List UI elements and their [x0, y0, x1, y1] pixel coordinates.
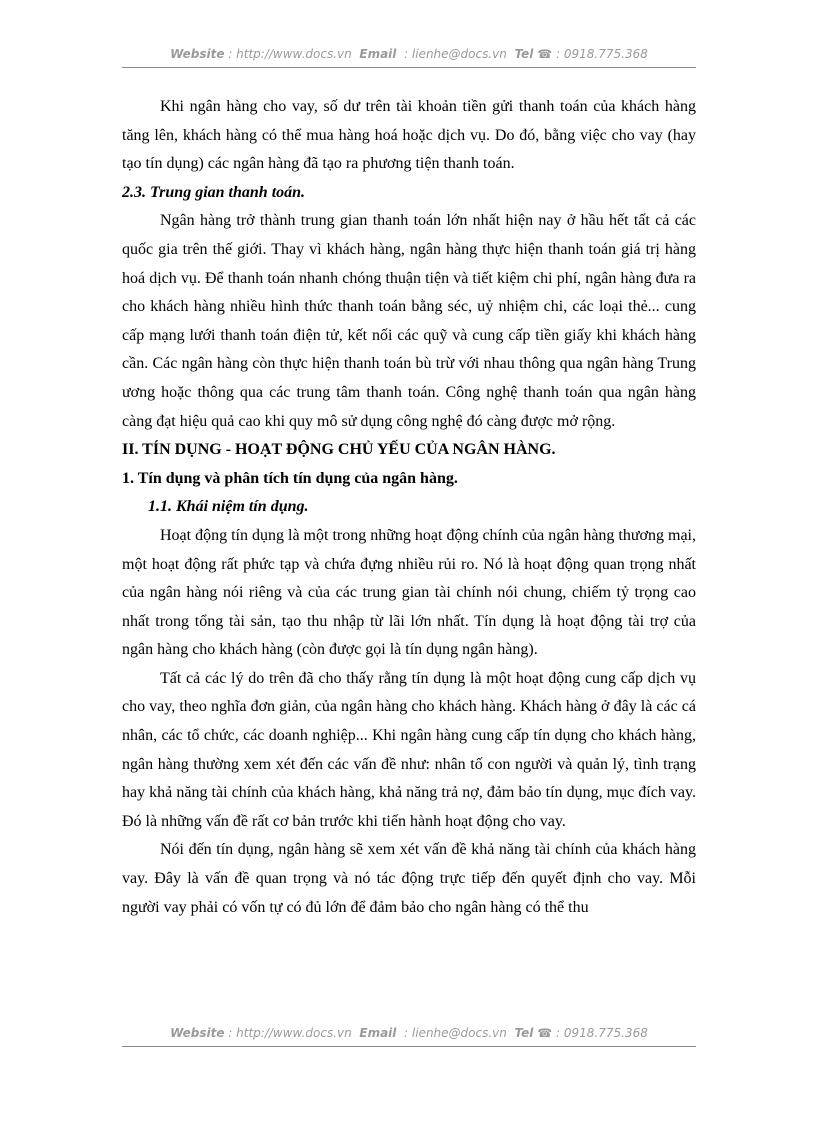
paragraph-credit-reasons: Tất cả các lý do trên đã cho thấy rằng tín dụng là một hoạt động cung cấp dịch vụ cho vay, theo nghĩa đơn giản, của ngân hàng cho khách hàng. Khách hàng ở đây là các cá nhân, các tổ chức, các doanh nghiệp... Khi ngân hàng cung cấp tín dụng cho khách hàng, ngân hàng thường xem xét đến các vấn đề như: nhân tố con người và quản lý, tình trạng hay khả năng tài chính của khách hàng, khả năng trả nợ, đảm bảo tín dụng, mục đích vay. Đó là những vấn đề rất cơ bản trước khi tiến hành hoạt động cho vay. [122, 669, 696, 830]
footer-website-label: Website [170, 1026, 225, 1040]
paragraph-payment-intermediary: Ngân hàng trở thành trung gian thanh toán lớn nhất hiện nay ở hầu hết tất cả các quốc gia trên thế giới. Thay vì khách hàng, ngân hàng thực hiện thanh toán giá trị hàng hoá dịch vụ. Để thanh toán nhanh chóng thuận tiện và tiết kiệm chi phí, ngân hàng đưa ra cho khách hàng nhiều hình thức thanh toán bằng séc, uỷ nhiệm chi, các loại thẻ... cung cấp mạng lưới thanh toán điện tử, kết nối các quỹ và cung cấp tiền giấy khi khách hàng cần. Các ngân hàng còn thực hiện thanh toán bù trừ với nhau thông qua ngân hàng Trung ương hoặc thông qua các trung tâm thanh toán. Công nghệ thanh toán qua ngân hàng càng đạt hiệu quả cao khi quy mô sử dụng công nghệ đó càng được mở rộng. [122, 212, 696, 430]
footer-tel-label: Tel [514, 1026, 534, 1040]
header-email-value: : lienhe@docs.vn [404, 47, 507, 61]
footer-website-value: : http://www.docs.vn [228, 1026, 352, 1040]
footer-tel-value: : 0918.775.368 [556, 1026, 648, 1040]
page-footer [122, 1026, 696, 1047]
header-website-value: : http://www.docs.vn [228, 47, 352, 61]
header-tel-value: : 0918.775.368 [556, 47, 648, 61]
document-body [122, 93, 696, 922]
phone-icon: ☎ [537, 1026, 553, 1040]
paragraph-loan-deposit: Khi ngân hàng cho vay, số dư trên tài khoản tiền gửi thanh toán của khách hàng tăng lên, khách hàng có thể mua hàng hoá hoặc dịch vụ. Do đó, bằng việc cho vay (hay tạo tín dụng) các ngân hàng đã tạo ra phương tiện thanh toán. [122, 98, 696, 173]
footer-email-label: Email [359, 1026, 397, 1040]
paragraph-credit-concept: Hoạt động tín dụng là một trong những hoạt động chính của ngân hàng thương mại, một hoạt động rất phức tạp và chứa đựng nhiều rủi ro. Nó là hoạt động quan trọng nhất của ngân hàng nói riêng và của các trung gian tài chính nói chung, chiếm tỷ trọng cao nhất trong tổng tài sản, tạo thu nhập từ lãi lớn nhất. Tín dụng là hoạt động tài trợ của ngân hàng cho khách hàng (còn được gọi là tín dụng ngân hàng). [122, 526, 696, 659]
phone-icon: ☎ [537, 47, 553, 61]
paragraph-financial-capacity: Nói đến tín dụng, ngân hàng sẽ xem xét vấn đề khả năng tài chính của khách hàng vay. Đây là vấn đề quan trọng và nó tác động trực tiếp đến quyết định cho vay. Mỗi người vay phải có vốn tự có đủ lớn để đảm bảo cho ngân hàng có thể thu [122, 841, 696, 916]
heading-credit-main-activity: II. TÍN DỤNG - HOẠT ĐỘNG CHỦ YẾU CỦA NGÂN HÀNG. [122, 441, 556, 459]
header-website-label: Website [170, 47, 225, 61]
heading-credit-concept: 1.1. Khái niệm tín dụng. [148, 498, 309, 516]
header-email-label: Email [359, 47, 397, 61]
heading-credit-analysis: 1. Tín dụng và phân tích tín dụng của ngân hàng. [122, 469, 458, 487]
page-header [122, 47, 696, 68]
footer-email-value: : lienhe@docs.vn [404, 1026, 507, 1040]
header-tel-label: Tel [514, 47, 534, 61]
heading-payment-intermediary: 2.3. Trung gian thanh toán. [122, 183, 306, 201]
